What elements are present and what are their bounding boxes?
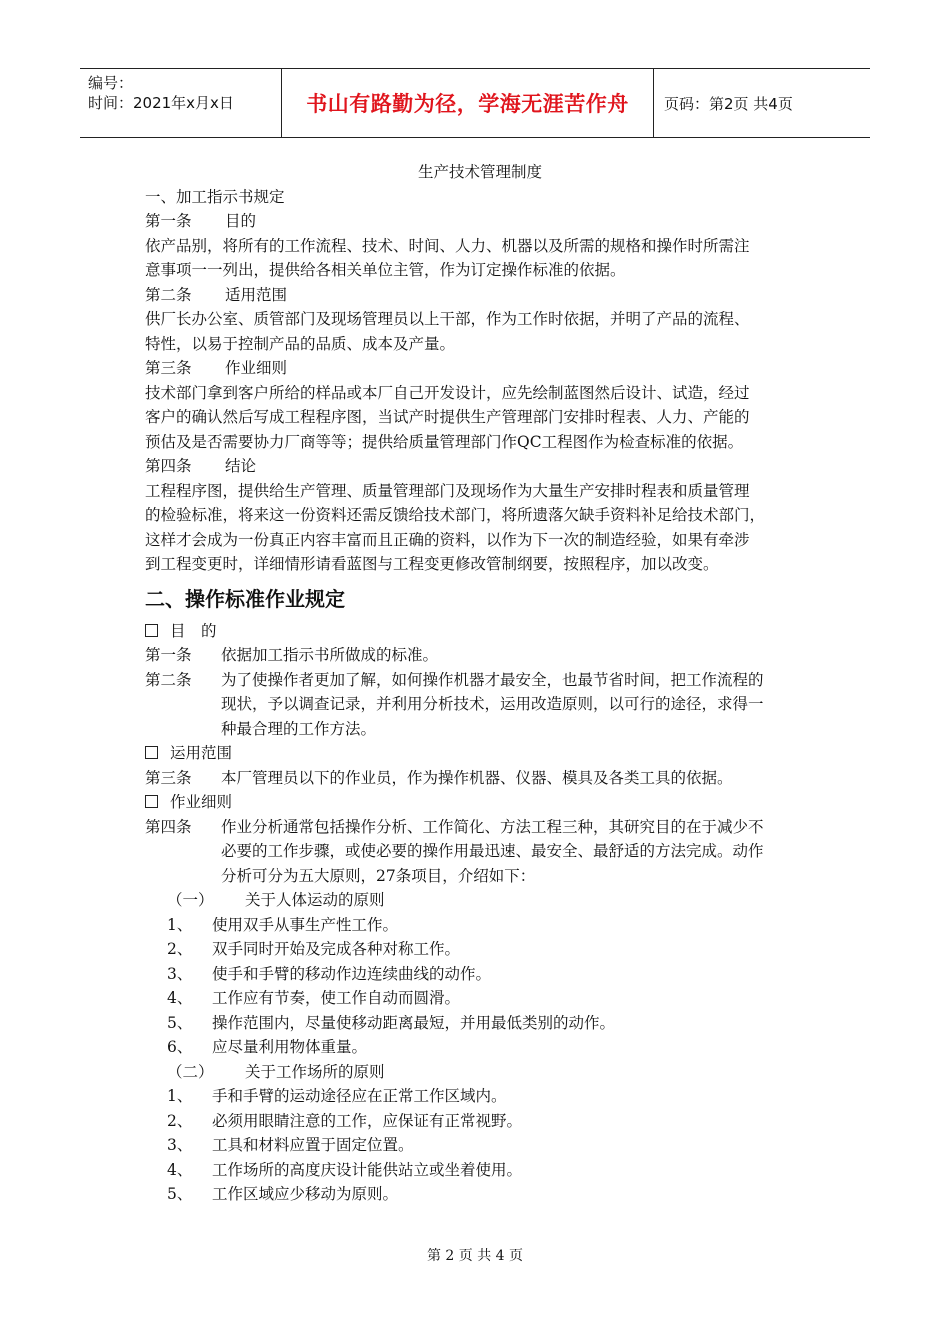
group-title: 关于人体运动的原则 — [245, 891, 385, 909]
paragraph-line: 客户的确认然后写成工程程序图，当试产时提供生产管理部门安排时程表、人力、产能的 — [145, 408, 750, 426]
article-text — [221, 815, 815, 889]
list-text: 工具和材料应置于固定位置。 — [212, 1136, 414, 1154]
group-heading — [145, 888, 815, 913]
list-text: 手和手臂的运动途径应在正常工作区域内。 — [212, 1087, 507, 1105]
paragraph-line: 作业分析通常包括操作分析、工作简化、方法工程三种，其研究目的在于减少不 — [221, 817, 764, 836]
article-label: 第三条 — [145, 359, 192, 377]
subheading-scope — [145, 741, 815, 766]
number-label: 编号： — [88, 74, 134, 92]
paragraph-line: 依产品别，将所有的工作流程、技术、时间、人力、机器以及所需的规格和操作时所需注 — [145, 236, 750, 255]
list-item — [145, 913, 815, 938]
subheading-label: 目 的 — [170, 621, 217, 640]
article-label: 第三条 — [145, 768, 192, 787]
paragraph-line: 种最合理的工作方法。 — [221, 719, 377, 738]
article-text — [221, 643, 815, 668]
list-number: 1、 — [167, 1087, 193, 1105]
paragraph-line: 技术部门拿到客户所给的样品或本厂自己开发设计，应先绘制蓝图然后设计、试造，经过 — [145, 383, 750, 402]
list-item — [145, 1182, 815, 1207]
list-text: 工作区域应少移动为原则。 — [212, 1185, 399, 1203]
document-body — [145, 160, 815, 1207]
paragraph-line: 工程程序图，提供给生产管理、质量管理部门及现场作为大量生产安排时程表和质量管理 — [145, 481, 750, 500]
date-label: 时间：2021年x月x日 — [88, 94, 234, 112]
list-text: 必须用眼睛注意的工作，应保证有正常视野。 — [212, 1111, 523, 1130]
list-item — [145, 1133, 815, 1158]
group-heading — [145, 1060, 815, 1085]
checkbox-square-icon — [145, 746, 158, 759]
list-number: 2、 — [167, 1111, 193, 1130]
list-text: 使手和手臂的移动作边连续曲线的动作。 — [212, 964, 492, 983]
list-item — [145, 937, 815, 962]
header-motto: 书山有路勤为径，学海无涯苦作舟 — [282, 69, 654, 137]
article-name: 结论 — [225, 457, 257, 475]
list-item — [145, 1084, 815, 1109]
paragraph-line: 到工程变更时，详细情形请看蓝图与工程变更修改管制纲要，按照程序，加以改变。 — [145, 555, 719, 573]
list-number: 2、 — [167, 940, 193, 958]
article-text — [221, 668, 815, 742]
paragraph-line: 预估及是否需要协力厂商等等；提供给质量管理部门作QC工程图作为检查标准的依据。 — [145, 432, 744, 451]
paragraph-line: 本厂管理员以下的作业员，作为操作机器、仪器、模具及各类工具的依据。 — [221, 768, 733, 787]
article-row — [145, 766, 815, 791]
article-name: 目的 — [225, 212, 257, 230]
header-page-info: 页码：第2页 共4页 — [664, 94, 793, 113]
article-heading — [145, 454, 815, 479]
list-item — [145, 986, 815, 1011]
list-number: 1、 — [167, 915, 193, 934]
group-number: （一） — [167, 891, 214, 909]
paragraph-line: 必要的工作步骤，或使必要的操作用最迅速、最安全、最舒适的方法完成。动作 — [221, 842, 764, 860]
list-number: 4、 — [167, 1160, 193, 1179]
list-item — [145, 1011, 815, 1036]
paragraph-line: 的检验标准，将来这一份资料还需反馈给技术部门，将所遗落欠缺手资料补足给技术部门， — [145, 506, 766, 524]
paragraph-line: 分析可分为五大原则，27条项目，介绍如下： — [221, 866, 536, 885]
article-row — [145, 668, 815, 742]
list-text: 工作应有节奏，使工作自动而圆滑。 — [212, 989, 461, 1007]
article-heading — [145, 356, 815, 381]
article-label: 第四条 — [145, 817, 192, 836]
article-label: 第四条 — [145, 457, 192, 475]
checkbox-square-icon — [145, 624, 158, 637]
list-text: 使用双手从事生产性工作。 — [212, 915, 399, 934]
paragraph-line: 供厂长办公室、质管部门及现场管理员以上干部，作为工作时依据，并明了产品的流程、 — [145, 310, 750, 328]
list-text: 应尽量利用物体重量。 — [212, 1038, 368, 1056]
subheading-label: 运用范围 — [170, 744, 233, 762]
article-text — [221, 766, 815, 791]
section-2-heading: 二、操作标准作业规定 — [145, 586, 345, 611]
list-number: 5、 — [167, 1013, 193, 1032]
page-header — [80, 68, 870, 138]
paragraph-line: 这样才会成为一份真正内容丰富而且正确的资料，以作为下一次的制造经验，如果有牵涉 — [145, 530, 750, 549]
paragraph-line: 意事项一一列出，提供给各相关单位主管，作为订定操作标准的依据。 — [145, 261, 626, 279]
article-row — [145, 643, 815, 668]
article-name: 适用范围 — [225, 285, 288, 304]
paragraph-line: 现状，予以调查记录，并利用分析技术，运用改造原则，以可行的途径，求得一 — [221, 695, 764, 713]
page-footer: 第 2 页 共 4 页 — [426, 1248, 524, 1264]
paragraph-line: 依据加工指示书所做成的标准。 — [221, 646, 439, 664]
list-text: 操作范围内，尽量使移动距离最短，并用最低类别的动作。 — [212, 1013, 616, 1032]
group-title: 关于工作场所的原则 — [245, 1062, 385, 1081]
paragraph-line: 为了使操作者更加了解，如何操作机器才最安全，也最节省时间，把工作流程的 — [221, 670, 764, 689]
checkbox-square-icon — [145, 795, 158, 808]
list-item — [145, 962, 815, 987]
list-number: 3、 — [167, 964, 193, 983]
list-number: 6、 — [167, 1038, 193, 1056]
article-label: 第一条 — [145, 646, 192, 664]
list-item — [145, 1158, 815, 1183]
list-item — [145, 1109, 815, 1134]
article-label: 第二条 — [145, 285, 192, 304]
article-name: 作业细则 — [225, 359, 288, 377]
article-label: 第一条 — [145, 212, 192, 230]
list-text: 双手同时开始及完成各种对称工作。 — [212, 940, 461, 958]
document-title: 生产技术管理制度 — [417, 163, 542, 181]
group-number: （二） — [167, 1062, 214, 1081]
header-meta — [80, 69, 282, 137]
list-number: 3、 — [167, 1136, 193, 1154]
list-item — [145, 1035, 815, 1060]
list-number: 5、 — [167, 1185, 193, 1203]
article-row — [145, 815, 815, 889]
subheading-label: 作业细则 — [170, 793, 233, 811]
article-label: 第二条 — [145, 670, 192, 689]
subheading-purpose — [145, 619, 815, 644]
subheading-detail — [145, 790, 815, 815]
list-text: 工作场所的高度庆设计能供站立或坐着使用。 — [212, 1160, 523, 1179]
paragraph-line: 特性，以易于控制产品的品质、成本及产量。 — [145, 334, 456, 353]
section-1-heading: 一、加工指示书规定 — [145, 187, 285, 206]
list-number: 4、 — [167, 989, 193, 1007]
article-heading — [145, 283, 815, 308]
article-heading — [145, 209, 815, 234]
